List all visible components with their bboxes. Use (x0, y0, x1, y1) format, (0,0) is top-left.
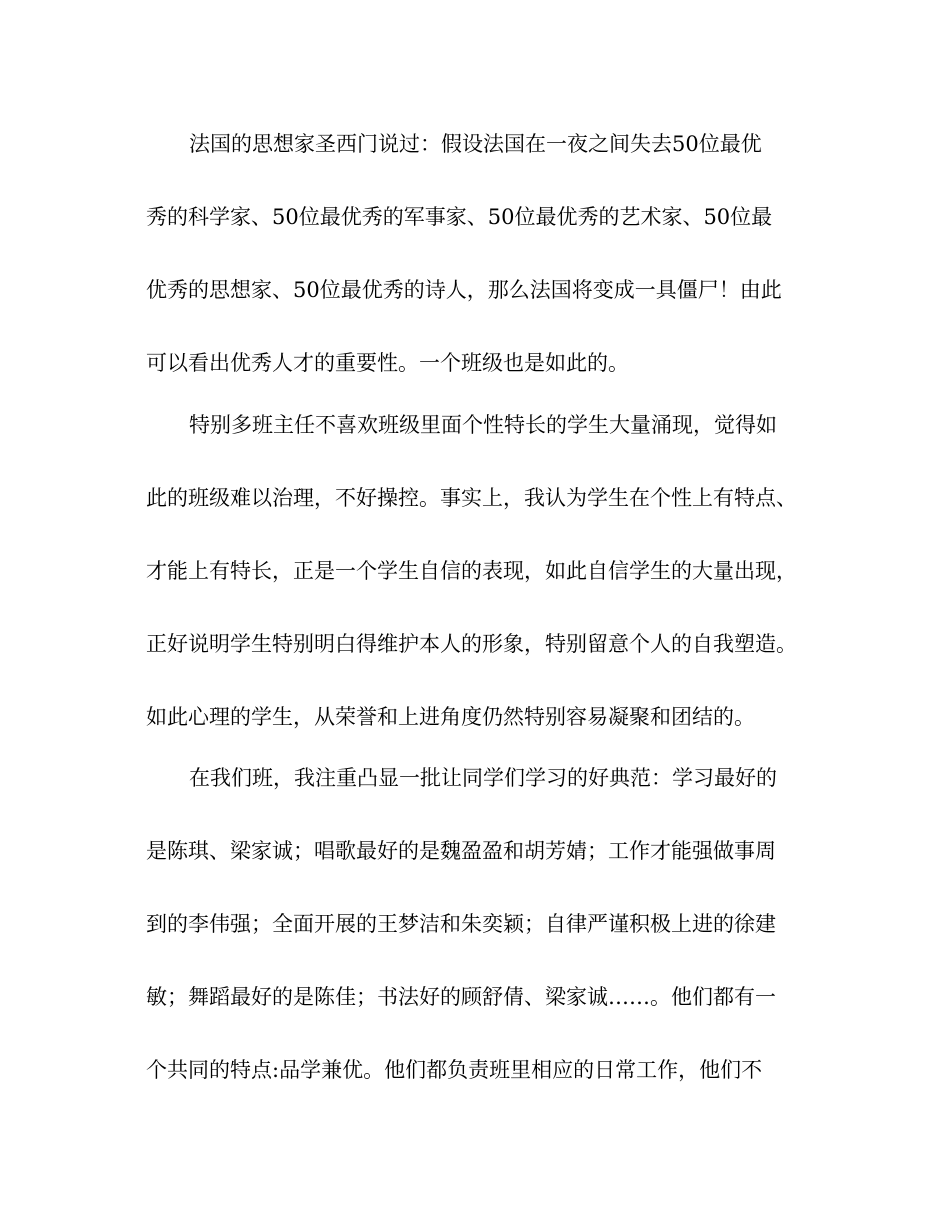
paragraph-3-line-1: 在我们班，我注重凸显一批让同学们学习的好典范：学习最好的 (189, 766, 777, 790)
paragraph-1-line-3: 优秀的思想家、50位最优秀的诗人，那么法国将变成一具僵尸！由此 (146, 278, 782, 302)
paragraph-1-line-1: 法国的思想家圣西门说过：假设法国在一夜之间失去50位最优 (189, 132, 762, 156)
paragraph-1-line-4: 可以看出优秀人才的重要性。一个班级也是如此的。 (146, 351, 629, 375)
paragraph-3-line-5: 个共同的特点:品学兼优。他们都负责班里相应的日常工作，他们不 (146, 1058, 763, 1082)
paragraph-3-line-2: 是陈琪、梁家诚；唱歌最好的是魏盈盈和胡芳婧；工作才能强做事周 (146, 839, 776, 863)
paragraph-2-line-3: 才能上有特长，正是一个学生自信的表现，如此自信学生的大量出现， (146, 559, 797, 583)
paragraph-2-line-5: 如此心理的学生，从荣誉和上进角度仍然特别容易凝聚和团结的。 (146, 705, 755, 729)
paragraph-3-line-3: 到的李伟强；全面开展的王梦洁和朱奕颖；自律严谨积极上进的徐建 (146, 912, 776, 936)
paragraph-3-line-4: 敏；舞蹈最好的是陈佳；书法好的顾舒倩、梁家诚……。他们都有一 (146, 985, 776, 1009)
paragraph-2-line-1: 特别多班主任不喜欢班级里面个性特长的学生大量涌现，觉得如 (189, 413, 777, 437)
paragraph-1-line-2: 秀的科学家、50位最优秀的军事家、50位最优秀的艺术家、50位最 (146, 205, 773, 229)
paragraph-2-line-4: 正好说明学生特别明白得维护本人的形象，特别留意个人的自我塑造。 (146, 632, 797, 656)
paragraph-2-line-2: 此的班级难以治理，不好操控。事实上，我认为学生在个性上有特点、 (146, 486, 797, 510)
